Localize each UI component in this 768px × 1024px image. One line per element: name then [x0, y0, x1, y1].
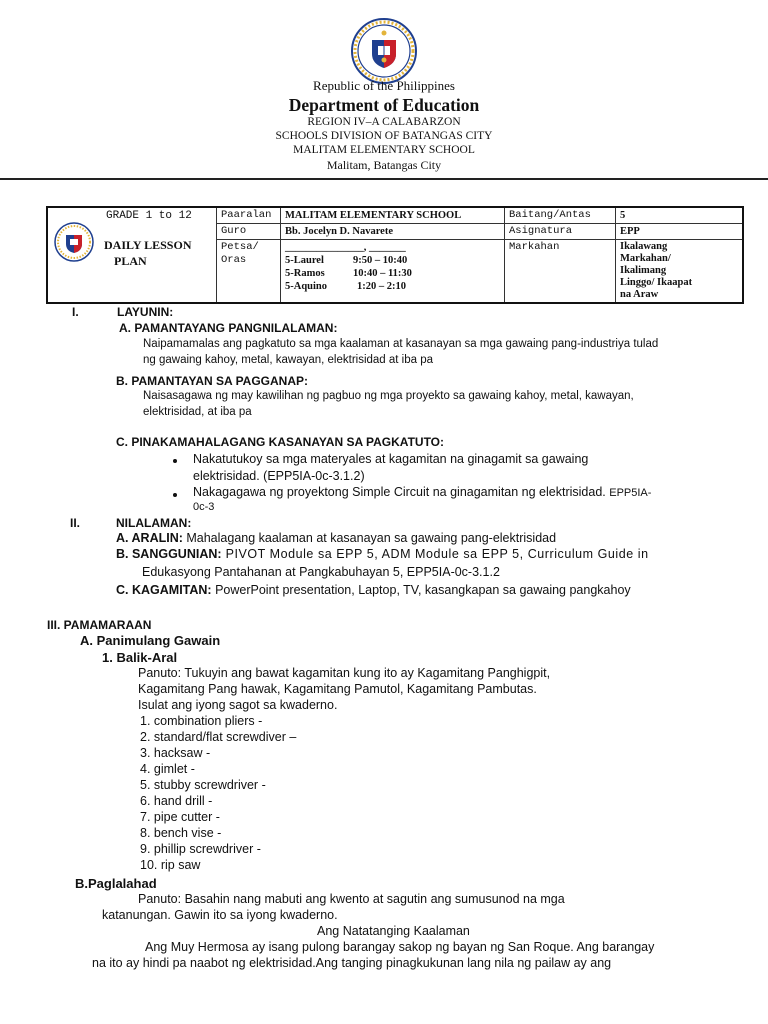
small-seal	[54, 222, 94, 262]
presentation-heading: B.Paglalahad	[75, 876, 157, 891]
materials-line	[116, 583, 631, 597]
quarter-line: Markahan/	[620, 253, 671, 264]
value-subject: EPP	[616, 224, 744, 240]
references-line2: Edukasyong Pantahanan at Pangkabuhayan 5, EPP5IA-0c-3.1.2	[142, 565, 500, 579]
competency-heading: C. PINAKAMAHALAGANG KASANAYAN SA PAGKATUTO:	[116, 435, 445, 449]
bullet-icon	[173, 493, 177, 497]
label-date: Petsa/	[221, 241, 259, 253]
list-item: 3. hacksaw -	[140, 746, 211, 760]
list-item: 1. combination pliers -	[140, 714, 263, 728]
dll-title-line2: PLAN	[114, 254, 147, 268]
label-teacher: Guro	[217, 224, 281, 240]
lesson-value: Mahalagang kaalaman at kasanayan sa gawaing pang-elektrisidad	[182, 531, 557, 545]
section-3-title: III. PAMAMARAAN	[47, 618, 152, 632]
section-name: 5-Ramos	[285, 268, 325, 279]
schedule-row	[285, 280, 500, 293]
label-school: Paaralan	[217, 207, 281, 224]
section-1-title: LAYUNIN:	[117, 305, 174, 319]
list-item: 6. hand drill -	[140, 794, 213, 808]
value-grade-level: 5	[616, 207, 744, 224]
schedule-row	[285, 254, 500, 267]
section-2-number: II.	[70, 516, 81, 530]
label-time: Oras	[221, 254, 247, 266]
date-blank: _______________, _______	[285, 242, 406, 253]
lesson-line	[116, 531, 556, 545]
value-school: MALITAM ELEMENTARY SCHOOL	[281, 207, 505, 224]
section-time: 10:40 – 11:30	[353, 268, 412, 279]
list-item: 7. pipe cutter -	[140, 810, 220, 824]
value-quarter	[616, 240, 744, 304]
presentation-instruction-line1: Panuto: Basahin nang mabuti ang kwento at sagutin ang sumusunod na mga	[138, 892, 565, 906]
lesson-key: A. ARALIN:	[116, 531, 183, 545]
references-line	[116, 547, 649, 561]
quarter-line: Ikalawang	[620, 241, 668, 252]
quarter-line: Linggo/ Ikaapat	[620, 277, 693, 288]
section-2-title: NILALAMAN:	[116, 516, 192, 530]
deped-seal-icon	[351, 18, 417, 84]
value-teacher: Bb. Jocelyn D. Navarete	[281, 224, 505, 240]
list-item: 8. bench vise -	[140, 826, 222, 840]
story-title: Ang Natatanging Kaalaman	[317, 924, 470, 938]
value-schedule	[281, 240, 505, 304]
header-divider	[0, 178, 768, 180]
schedule-row	[285, 267, 500, 280]
references-value: PIVOT Module sa EPP 5, ADM Module sa EPP 5, Curriculum Guide in	[221, 547, 649, 561]
review-instruction-line1: Panuto: Tukuyin ang bawat kagamitan kung ito ay Kagamitang Panghigpit,	[138, 666, 551, 680]
division-line: SCHOOLS DIVISION OF BATANGAS CITY	[275, 130, 493, 142]
standard-a-heading: A. PAMANTAYANG PANGNILALAMAN:	[119, 321, 338, 335]
competency-2-line1	[193, 485, 651, 499]
review-heading: 1. Balik-Aral	[102, 650, 178, 665]
competency-2-line2: 0c-3	[193, 501, 215, 513]
school-line: MALITAM ELEMENTARY SCHOOL	[293, 144, 475, 156]
lesson-info-table	[46, 206, 744, 304]
quarter-line: Ikalimang	[620, 265, 667, 276]
presentation-instruction-line2: katanungan. Gawin ito sa iyong kwaderno.	[102, 908, 338, 922]
story-line1: Ang Muy Hermosa ay isang pulong barangay sakop ng bayan ng San Roque. Ang barangay	[145, 940, 655, 954]
section-name: 5-Laurel	[285, 255, 324, 266]
deped-seal	[351, 18, 417, 84]
list-item: 4. gimlet -	[140, 762, 195, 776]
standard-a-line1: Naipamamalas ang pagkatuto sa mga kaalaman at kasanayan sa mga gawaing pang-industriya tulad	[143, 338, 659, 350]
competency-2-code: EPP5IA-	[609, 487, 652, 499]
standard-b-line2: elektrisidad, at iba pa	[143, 406, 252, 418]
list-item: 10. rip saw	[140, 858, 201, 872]
republic-line: Republic of the Philippines	[313, 78, 455, 93]
grade-range: GRADE 1 to 12	[106, 210, 192, 222]
section-time: 1:20 – 2:10	[357, 281, 406, 292]
bullet-icon	[173, 459, 177, 463]
label-subject: Asignatura	[505, 224, 616, 240]
list-item: 2. standard/flat screwdiver –	[140, 730, 297, 744]
region-line: REGION IV–A CALABARZON	[307, 116, 461, 128]
list-item: 5. stubby screwdriver -	[140, 778, 266, 792]
standard-b-heading: B. PAMANTAYAN SA PAGGANAP:	[116, 374, 309, 388]
materials-value: PowerPoint presentation, Laptop, TV, kasangkapan sa gawaing pangkahoy	[211, 583, 631, 597]
deped-small-seal-icon	[54, 222, 94, 262]
references-key: B. SANGGUNIAN:	[116, 547, 222, 561]
standard-a-line2: ng gawaing kahoy, metal, kawayan, elektrisidad at iba pa	[143, 354, 434, 366]
story-line2: na ito ay hindi pa naabot ng elektrisidad.Ang tanging pinagkukunan lang nila ng pailaw ay ang	[92, 956, 612, 970]
label-grade-level: Baitang/Antas	[505, 207, 616, 224]
quarter-line: na Araw	[620, 289, 659, 300]
label-date-time	[217, 240, 281, 304]
intro-activity-heading: A. Panimulang Gawain	[80, 633, 221, 648]
competency-1-line2: elektrisidad. (EPP5IA-0c-3.1.2)	[193, 469, 365, 483]
competency-2-text: Nakagagawa ng proyektong Simple Circuit na ginagamitan ng elektrisidad.	[193, 485, 606, 499]
list-item: 9. phillip screwdriver -	[140, 842, 261, 856]
label-quarter: Markahan	[505, 240, 616, 304]
materials-key: C. KAGAMITAN:	[116, 583, 212, 597]
review-instruction-line3: Isulat ang iyong sagot sa kwaderno.	[138, 698, 338, 712]
standard-b-line1: Naisasagawa ng may kawilihan ng pagbuo ng mga proyekto sa gawaing kahoy, metal, kawayan,	[143, 390, 634, 402]
section-time: 9:50 – 10:40	[353, 255, 408, 266]
competency-1-line1: Nakatutukoy sa mga materyales at kagamitan na ginagamit sa gawaing	[193, 452, 589, 466]
section-name: 5-Aquino	[285, 281, 328, 292]
dll-title-line1: DAILY LESSON	[104, 238, 192, 252]
department-title: Department of Education	[288, 95, 480, 115]
dll-title-cell	[47, 207, 217, 303]
address-line: Malitam, Batangas City	[326, 158, 442, 172]
review-instruction-line2: Kagamitang Pang hawak, Kagamitang Pamutol, Kagamitang Pambutas.	[138, 682, 537, 696]
section-1-number: I.	[72, 305, 79, 319]
